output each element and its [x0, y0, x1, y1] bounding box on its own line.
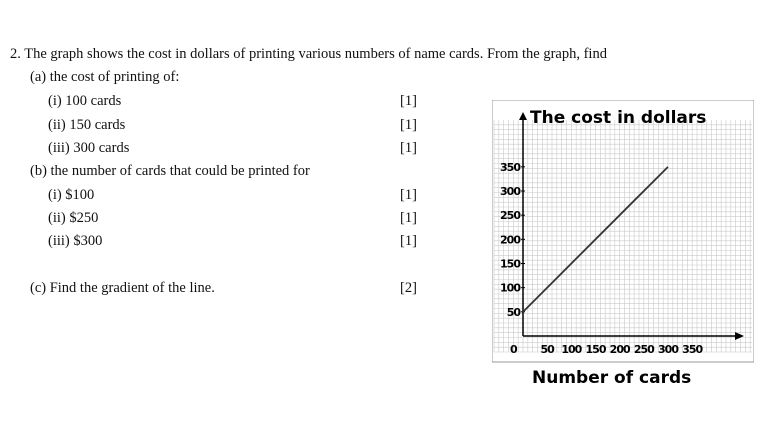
part-b-iii: (iii) $300 — [48, 233, 103, 249]
y-tick-label: 100 — [500, 281, 520, 295]
part-a-ii-marks: [1] — [400, 117, 417, 133]
part-b-i: (i) $100 — [48, 187, 95, 203]
y-tick-label: 250 — [500, 209, 520, 223]
y-tick-label: 200 — [500, 233, 520, 247]
part-a-iii: (iii) 300 cards — [48, 140, 130, 156]
question-stem — [10, 45, 607, 63]
part-a-label: (a) the cost of printing of: — [30, 69, 180, 85]
part-a-iii-marks: [1] — [400, 140, 417, 156]
y-tick-label: 300 — [500, 185, 520, 198]
part-b-iii-marks: [1] — [400, 233, 417, 249]
x-tick-label: 300 — [658, 343, 678, 356]
x-tick-label: 100 — [561, 343, 582, 356]
part-a-ii: (ii) 150 cards — [48, 117, 126, 133]
part-b-ii-marks: [1] — [400, 210, 417, 226]
x-tick-label: 350 — [682, 343, 703, 356]
cost-graph — [492, 100, 754, 394]
y-tick-label: 150 — [500, 257, 520, 271]
y-tick-label: 350 — [500, 160, 520, 174]
part-b-label: (b) the number of cards that could be printed for — [30, 163, 310, 179]
part-c-label: (c) Find the gradient of the line. — [30, 280, 215, 296]
x-axis-label: Number of cards — [532, 368, 692, 388]
part-b-ii: (ii) $250 — [48, 210, 99, 226]
question-number: 2. — [10, 46, 21, 62]
x-tick-label: 50 — [540, 343, 554, 356]
y-tick-label: 50 — [506, 305, 520, 319]
x-tick-label: 250 — [633, 343, 654, 356]
y-axis-label: The cost in dollars — [530, 108, 707, 128]
part-a-i-marks: [1] — [400, 93, 417, 109]
part-a-i: (i) 100 cards — [48, 93, 122, 109]
part-b-i-marks: [1] — [400, 187, 417, 203]
question-text: The graph shows the cost in dollars of printing various numbers of name cards. From the graph, find — [24, 46, 607, 62]
x-tick-label: 200 — [609, 343, 630, 356]
x-tick-label: 0 — [510, 343, 517, 356]
x-tick-label: 150 — [585, 343, 606, 356]
part-c-marks: [2] — [400, 280, 417, 296]
